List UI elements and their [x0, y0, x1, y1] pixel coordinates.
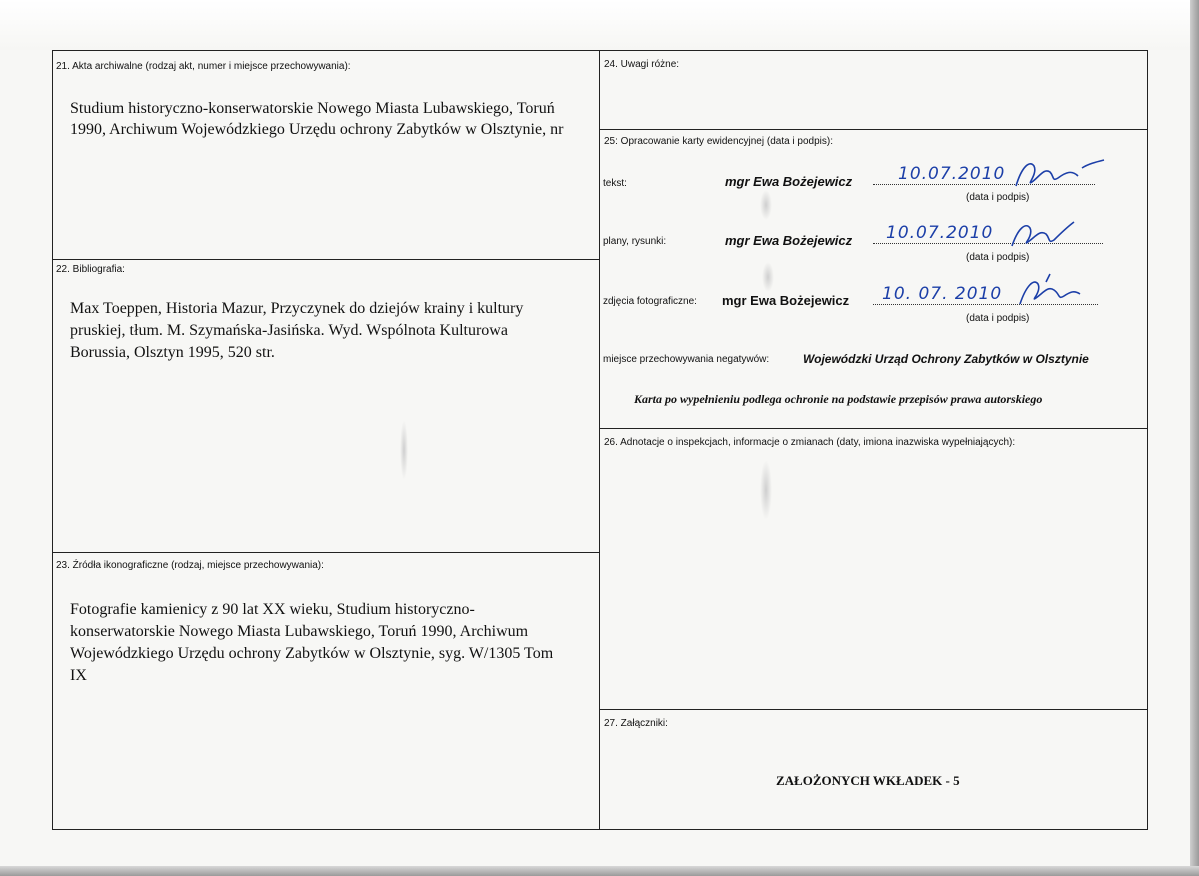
page-edge-right: [1190, 0, 1199, 876]
divider-24-25: [599, 129, 1148, 130]
row-tekst-label: tekst:: [603, 178, 627, 189]
row-zdjecia-date: 10. 07. 2010: [882, 284, 1003, 304]
row-tekst-author: mgr Ewa Bożejewicz: [725, 174, 853, 189]
section-21-text-line: 1990, Archiwum Wojewódzkiego Urzędu ochrony Zabytków w Olsztynie, nr: [70, 121, 564, 138]
signature-mark: [1008, 218, 1080, 252]
row-tekst-date: 10.07.2010: [898, 164, 1006, 184]
signature-mark: [1012, 156, 1107, 192]
section-21-label: 21. Akta archiwalne (rodzaj akt, numer i miejsce przechowywania):: [56, 61, 351, 72]
section-23-label: 23. Źródła ikonograficzne (rodzaj, miejsce przechowywania):: [56, 560, 324, 571]
section-22-text-line: Borussia, Olsztyn 1995, 520 str.: [70, 344, 275, 361]
divider-22-23: [52, 552, 600, 553]
section-23-text-line: IX: [70, 667, 87, 684]
divider-25-26: [599, 428, 1148, 429]
row-plany-date: 10.07.2010: [886, 223, 994, 243]
section-27-label: 27. Załączniki:: [604, 718, 668, 729]
row-plany-author: mgr Ewa Bożejewicz: [725, 233, 853, 248]
section-22-label: 22. Bibliografia:: [56, 264, 125, 275]
section-23-text-line: Wojewódzkiego Urzędu ochrony Zabytków w Olsztynie, syg. W/1305 Tom: [70, 645, 554, 662]
column-divider: [599, 50, 600, 830]
copyright-note: Karta po wypełnieniu podlega ochronie na podstawie przepisów prawa autorskiego: [634, 392, 1043, 406]
section-21-text-line: Studium historyczno-konserwatorskie Nowego Miasta Lubawskiego, Toruń: [70, 100, 555, 117]
attachments-count: ZAŁOŻONYCH WKŁADEK - 5: [776, 773, 960, 788]
divider-21-22: [52, 259, 600, 260]
signature-mark: [1016, 272, 1086, 308]
row-plany-label: plany, rysunki:: [603, 236, 667, 247]
section-22-text-line: Max Toeppen, Historia Mazur, Przyczynek do dziejów krainy i kultury: [70, 300, 524, 317]
negatives-label: miejsce przechowywania negatywów:: [603, 354, 770, 365]
row-zdjecia-author: mgr Ewa Bożejewicz: [722, 293, 850, 308]
section-22-text-line: pruskiej, tłum. M. Szymańska-Jasińska. Wyd. Wspólnota Kulturowa: [70, 322, 508, 339]
section-23-text-line: konserwatorskie Nowego Miasta Lubawskiego, Toruń 1990, Archiwum: [70, 623, 529, 640]
page-edge-bottom: [0, 866, 1199, 876]
row-tekst-caption: (data i podpis): [966, 192, 1030, 203]
divider-26-27: [599, 709, 1148, 710]
row-plany-caption: (data i podpis): [966, 252, 1030, 263]
section-25-label: 25: Opracowanie karty ewidencyjnej (data i podpis):: [604, 136, 834, 147]
negatives-location: Wojewódzki Urząd Ochrony Zabytków w Olsztynie: [803, 352, 1089, 366]
section-26-label: 26. Adnotacje o inspekcjach, informacje o zmianach (daty, imiona inazwiska wypełniających):: [604, 437, 1016, 448]
section-23-text-line: Fotografie kamienicy z 90 lat XX wieku, Studium historyczno-: [70, 601, 475, 618]
row-zdjecia-label: zdjęcia fotograficzne:: [603, 296, 697, 307]
section-24-label: 24. Uwagi różne:: [604, 59, 680, 70]
row-zdjecia-caption: (data i podpis): [966, 313, 1030, 324]
